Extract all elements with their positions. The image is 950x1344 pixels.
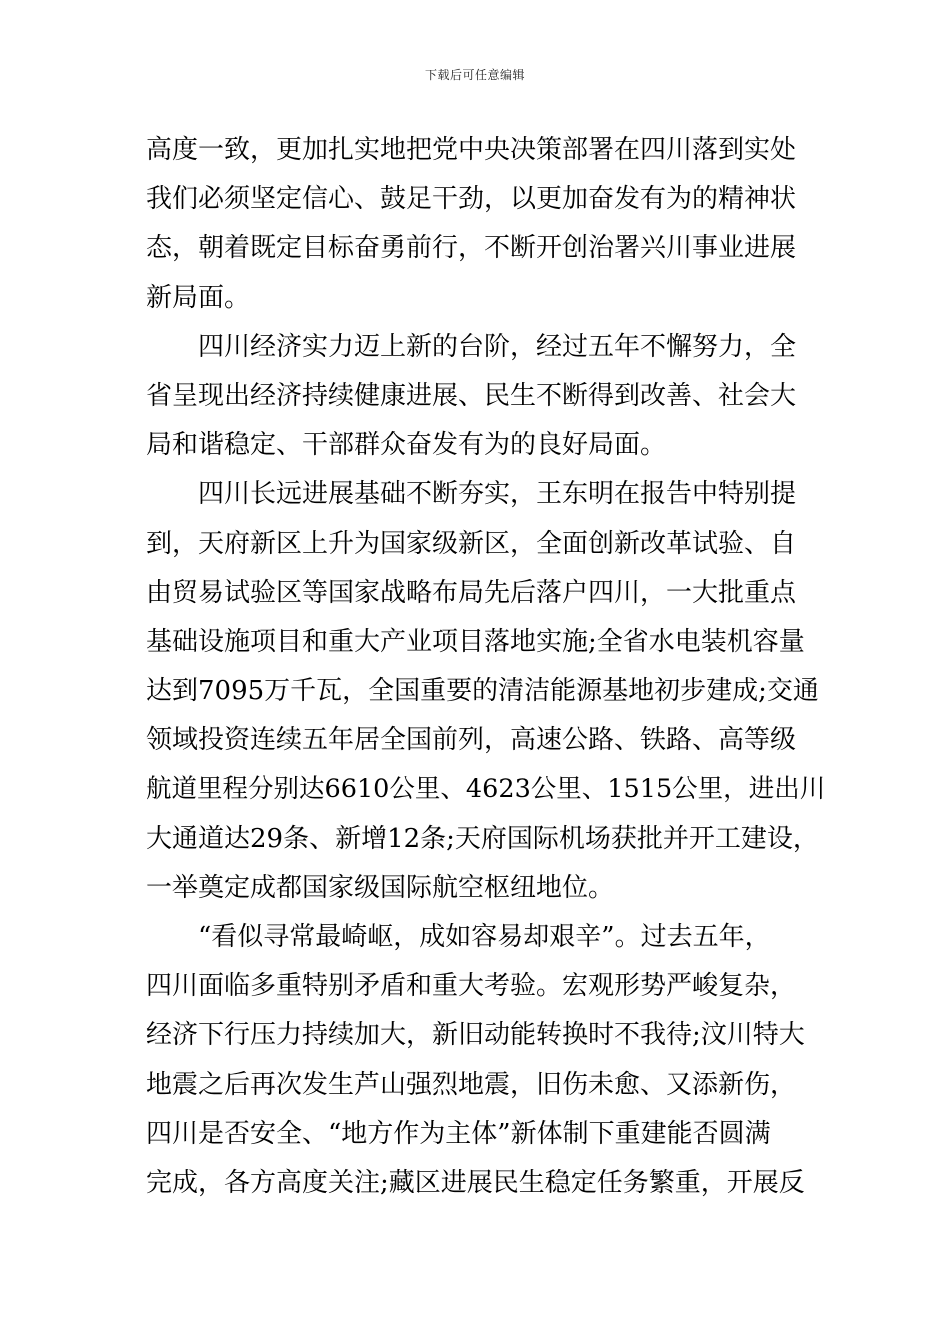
text-line: 大通道达29条、新增12条;天府国际机场获批并开工建设， xyxy=(146,823,819,854)
text-line: 新局面。 xyxy=(146,282,251,313)
text-line: 经济下行压力持续加大，新旧动能转换时不我待;汶川特大 xyxy=(146,1020,805,1051)
text-line: 我们必须坚定信心、鼓足干劲，以更加奋发有为的精神状 xyxy=(146,184,797,215)
text-line: 领域投资连续五年居全国前列，高速公路、铁路、高等级 xyxy=(146,725,797,756)
text-line: “看似寻常最崎岖，成如容易却艰辛”。过去五年， xyxy=(146,922,771,952)
text-line: 航道里程分别达6610公里、4623公里、1515公里，进出川 xyxy=(146,774,826,805)
text-line: 达到7095万千瓦，全国重要的清洁能源基地初步建成;交通 xyxy=(146,676,819,707)
text-line: 四川面临多重特别矛盾和重大考验。宏观形势严峻复杂， xyxy=(146,971,797,1002)
text-line: 完成，各方高度关注;藏区进展民生稳定任务繁重，开展反 xyxy=(146,1167,805,1198)
text-line: 高度一致，更加扎实地把党中央决策部署在四川落到实处 xyxy=(146,135,797,165)
text-line: 到，天府新区上升为国家级新区，全面创新改革试验、自 xyxy=(146,528,797,559)
text-line: 四川是否安全、“地方作为主体”新体制下重建能否圆满 xyxy=(146,1118,771,1149)
text-line: 一举奠定成都国家级国际航空枢纽地位。 xyxy=(146,872,615,903)
text-line: 态，朝着既定目标奋勇前行，不断开创治署兴川事业进展 xyxy=(146,233,797,264)
text-line: 四川经济实力迈上新的台阶，经过五年不懈努力，全 xyxy=(146,331,797,362)
text-line: 地震之后再次发生芦山强烈地震，旧伤未愈、又添新伤， xyxy=(146,1069,797,1100)
text-line: 四川长远进展基础不断夯实，王东明在报告中特别提 xyxy=(146,479,797,510)
header-note: 下载后可任意编辑 xyxy=(424,68,525,82)
text-line: 由贸易试验区等国家战略布局先后落户四川，一大批重点 xyxy=(146,577,797,608)
text-line: 基础设施项目和重大产业项目落地实施;全省水电装机容量 xyxy=(146,626,805,657)
text-line: 省呈现出经济持续健康进展、民生不断得到改善、社会大 xyxy=(146,380,797,411)
body-text xyxy=(146,126,826,1208)
text-line: 局和谐稳定、干部群众奋发有为的良好局面。 xyxy=(146,430,667,461)
